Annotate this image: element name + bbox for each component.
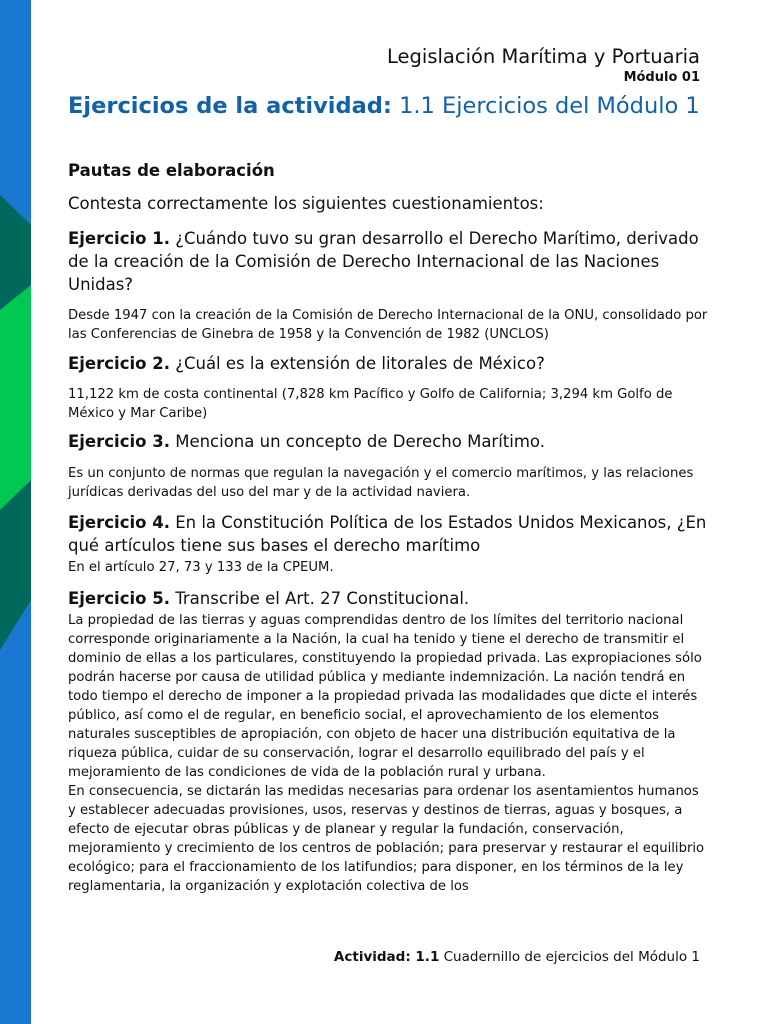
footer-number: 1.1 <box>410 949 440 965</box>
footer-label: Actividad: <box>333 949 411 965</box>
footer-text: Cuadernillo de ejercicios del Módulo 1 <box>439 949 700 965</box>
exercise-label: Ejercicio 4. <box>68 513 170 532</box>
exercise-5-answer <box>68 611 708 896</box>
answer-paragraph: La propiedad de las tierras y aguas comprendidas dentro de los límites del territorio nacional corresponde originariamente a la Nación, la cual ha tenido y tiene el derecho de transmitir el dominio de ellas a los particulares, constituyendo la propiedad privada. Las expropiaciones sólo podrán hacerse por causa de utilidad pública y mediante indemnización. La nación tendrá en todo tiempo el derecho de imponer a la propiedad privada las modalidades que dicte el interés público, así como el de regular, en beneficio social, el aprovechamiento de los elementos naturales susceptibles de apropiación, con objeto de hacer una distribución equitativa de la riqueza pública, cuidar de su conservación, lograr el desarrollo equilibrado del país y el mejoramiento de las condiciones de vida de la población rural y urbana. <box>68 613 702 780</box>
module-label: Módulo 01 <box>623 70 700 85</box>
activity-title-strong: Ejercicios de la actividad: <box>68 93 392 119</box>
exercise-5-question <box>68 587 708 610</box>
exercise-question-text: En la Constitución Política de los Estados Unidos Mexicanos, ¿En qué artículos tiene sus bases el derecho marítimo <box>68 513 707 555</box>
answer-paragraph: En consecuencia, se dictarán las medidas necesarias para ordenar los asentamientos humanos y establecer adecuadas provisiones, usos, reservas y destinos de tierras, aguas y bosques, a efecto de ejecutar obras públicas y de planear y regular la fundación, conservación, mejoramiento y crecimiento de los centros de población; para preservar y restaurar el equilibrio ecológico; para el fraccionamiento de los latifundios; para disponer, en los términos de la ley reglamentaria, la organización y explotación colectiva de los <box>68 784 705 894</box>
exercise-question-text: Menciona un concepto de Derecho Marítimo. <box>169 432 545 451</box>
footer-activity <box>334 949 700 965</box>
exercise-label: Ejercicio 2. <box>68 354 170 373</box>
guidelines-heading: Pautas de elaboración <box>68 161 275 180</box>
exercise-2-answer: 11,122 km de costa continental (7,828 km Pacífico y Golfo de California; 3,294 km Golfo de México y Mar Caribe) <box>68 387 673 421</box>
exercise-4-answer: En el artículo 27, 73 y 133 de la CPEUM. <box>68 560 334 575</box>
exercise-label: Ejercicio 3. <box>68 432 170 451</box>
exercise-1-answer: Desde 1947 con la creación de la Comisión de Derecho Internacional de la ONU, consolidado por las Conferencias de Ginebra de 1958 y la Convención de 1982 (UNCLOS) <box>68 308 708 342</box>
course-title: Legislación Marítima y Portuaria <box>387 45 700 68</box>
exercise-label: Ejercicio 5. <box>68 589 170 608</box>
activity-title <box>68 91 708 122</box>
exercise-2-question <box>68 352 708 375</box>
exercise-3-answer: Es un conjunto de normas que regulan la navegación y el comercio marítimos, y las relaciones jurídicas derivadas del uso del mar y de la actividad naviera. <box>68 466 694 500</box>
exercise-4-question <box>68 511 708 557</box>
exercise-question-text: ¿Cuál es la extensión de litorales de México? <box>169 354 545 373</box>
side-decoration-shapes <box>0 0 31 1024</box>
activity-title-rest: 1.1 Ejercicios del Módulo 1 <box>391 93 700 119</box>
exercise-question-text: Transcribe el Art. 27 Constitucional. <box>169 589 470 608</box>
exercise-label: Ejercicio 1. <box>68 229 170 248</box>
instruction-text: Contesta correctamente los siguientes cuestionamientos: <box>68 194 544 213</box>
exercise-3-question <box>68 430 708 453</box>
exercise-1-question <box>68 227 708 296</box>
exercise-question-text: ¿Cuándo tuvo su gran desarrollo el Derecho Marítimo, derivado de la creación de la Comisión de Derecho Internacional de las Naciones Unidas? <box>68 229 699 294</box>
side-decoration-band <box>0 0 31 1024</box>
